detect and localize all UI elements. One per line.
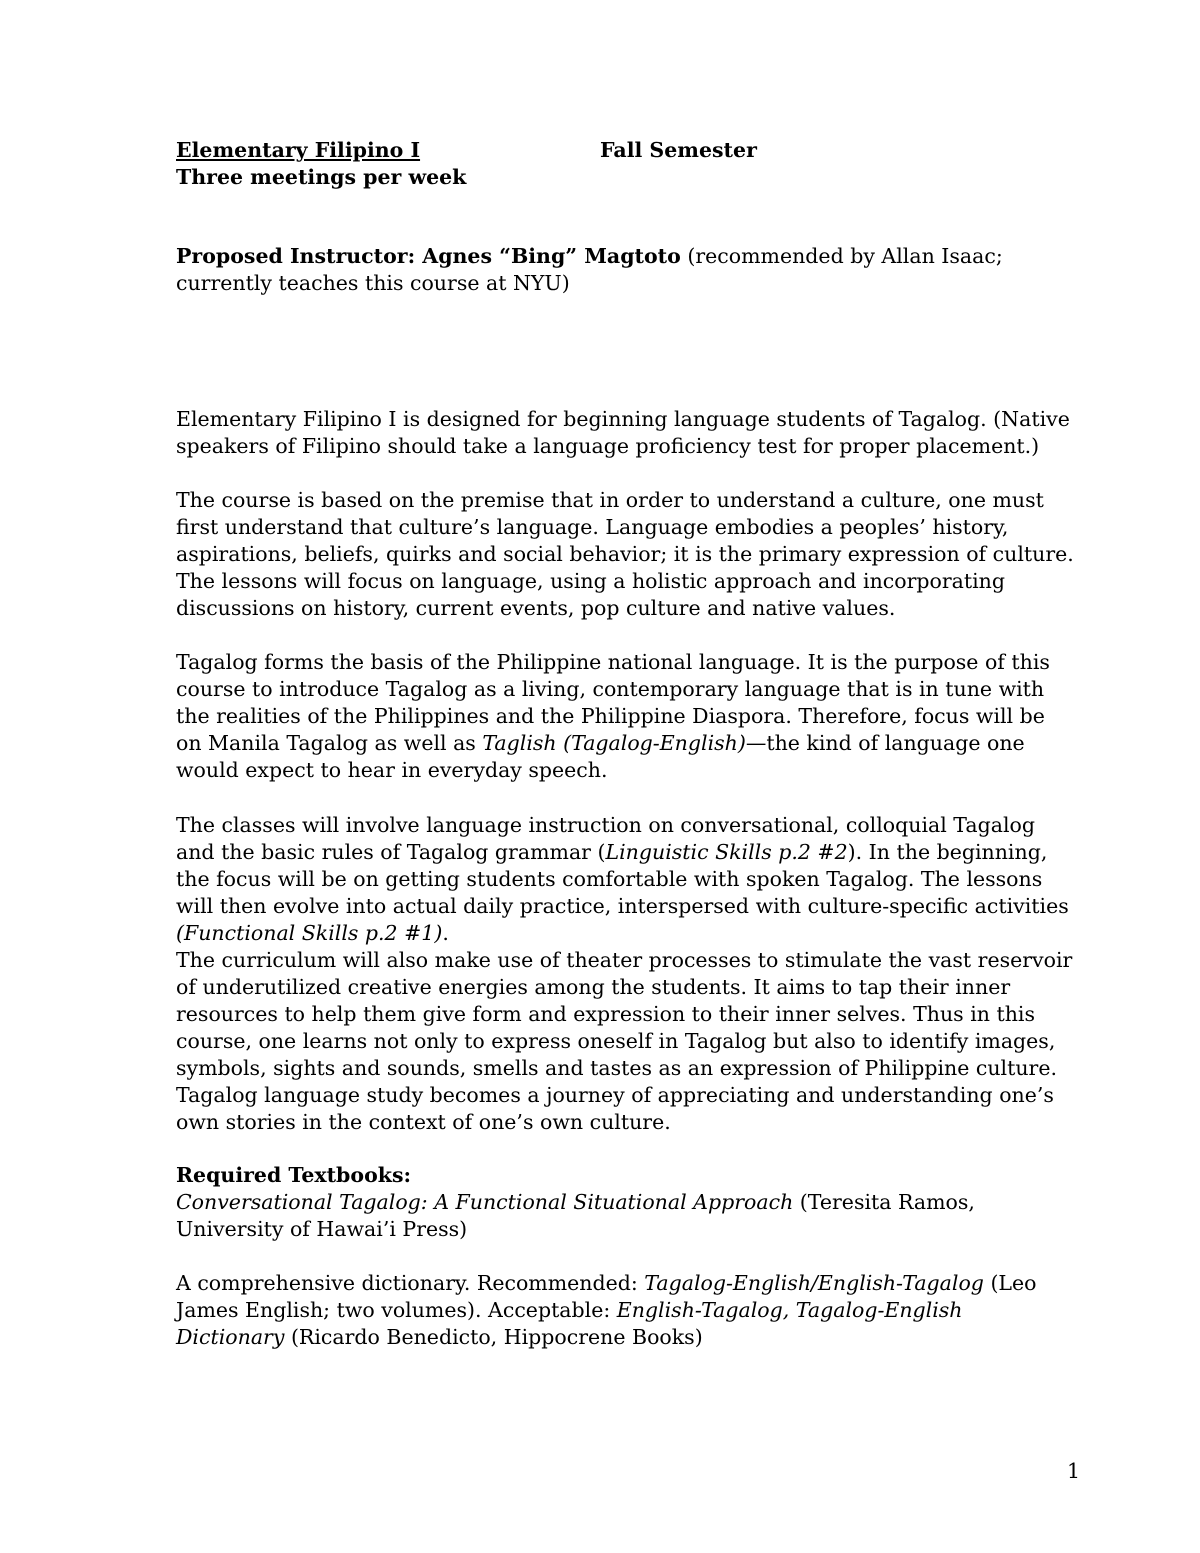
intro-paragraph: Elementary Filipino I is designed for beginning language students of Tagalog. (Native speakers of Filipino should take a language proficiency test for proper placement.) [176, 407, 1070, 458]
premise-paragraph: The course is based on the premise that in order to understand a culture, one must first understand that culture’s language. Language embodies a peoples’ history, aspirations, beliefs, quirks and social behavior; it is the primary expression of culture. The lessons will focus on language, using a holistic approach and incorporating discussions on history, current events, pop culture and native values. [176, 488, 1074, 620]
meetings-line: Three meetings per week [176, 165, 467, 189]
instructor-paragraph [176, 243, 1076, 297]
textbook-entry [176, 1189, 1076, 1243]
p4-linguistic-skills-ref: Linguistic Skills p.2 #2 [605, 840, 848, 864]
p4-start: The classes will involve language instruction on conversational, colloquial Tagalog and the basic rules of Tagalog grammar ( [176, 813, 1035, 864]
instructor-note: (recommended by Allan Isaac; currently teaches this course at NYU) [176, 244, 1003, 295]
classes-paragraph [176, 812, 1076, 947]
p4-functional-skills-ref: (Functional Skills p.2 #1) [176, 921, 443, 945]
textbook-details: (Teresita Ramos, University of Hawai’i Press) [176, 1190, 975, 1241]
curriculum-paragraph: The curriculum will also make use of theater processes to stimulate the vast reservoir of underutilized creative energies among the students. It aims to tap their inner resources to help them give form and expression to their inner selves. Thus in this course, one learns not only to express oneself in Tagalog but also to identify images, symbols, sights and sounds, smells and tastes as an expression of Philippine culture. Tagalog language study becomes a journey of appreciating and understanding one’s own stories in the context of one’s own culture. [176, 948, 1073, 1134]
acceptable-dictionary-details: (Ricardo Benedicto, Hippocrene Books) [284, 1325, 703, 1349]
textbook-title: Conversational Tagalog: A Functional Situational Approach [176, 1190, 794, 1214]
acceptable-dictionary-title: English-Tagalog, Tagalog-English Dictionary [176, 1298, 963, 1349]
p4-end: . [442, 921, 449, 945]
dictionary-intro: A comprehensive dictionary. Recommended: [176, 1271, 645, 1295]
recommended-dictionary-details: (Leo James English; two volumes). Acceptable: [176, 1271, 1037, 1322]
course-title: Elementary Filipino I [176, 138, 421, 162]
tagalog-basis-paragraph [176, 649, 1076, 784]
recommended-dictionary-title: Tagalog-English/English-Tagalog [644, 1271, 984, 1295]
p3-taglish: Taglish (Tagalog-English) [482, 731, 746, 755]
page-number: 1 [1066, 1459, 1080, 1483]
p3-end: —the kind of language one would expect to hear in everyday speech. [176, 731, 1025, 782]
instructor-label: Proposed Instructor: Agnes “Bing” Magtoto [176, 244, 681, 268]
semester-label: Fall Semester [600, 138, 757, 162]
dictionary-entry [176, 1270, 1076, 1351]
course-header-line [176, 137, 1076, 164]
p4-mid: ). In the beginning, the focus will be on getting students comfortable with spoken Tagalog. The lessons will then evolve into actual daily practice, interspersed with culture-specific activities [176, 840, 1069, 918]
p3-start: Tagalog forms the basis of the Philippine national language. It is the purpose of this course to introduce Tagalog as a living, contemporary language that is in tune with the realities of the Philippines and the Philippine Diaspora. Therefore, focus will be on Manila Tagalog as well as [176, 650, 1050, 755]
textbooks-heading: Required Textbooks: [176, 1163, 412, 1187]
